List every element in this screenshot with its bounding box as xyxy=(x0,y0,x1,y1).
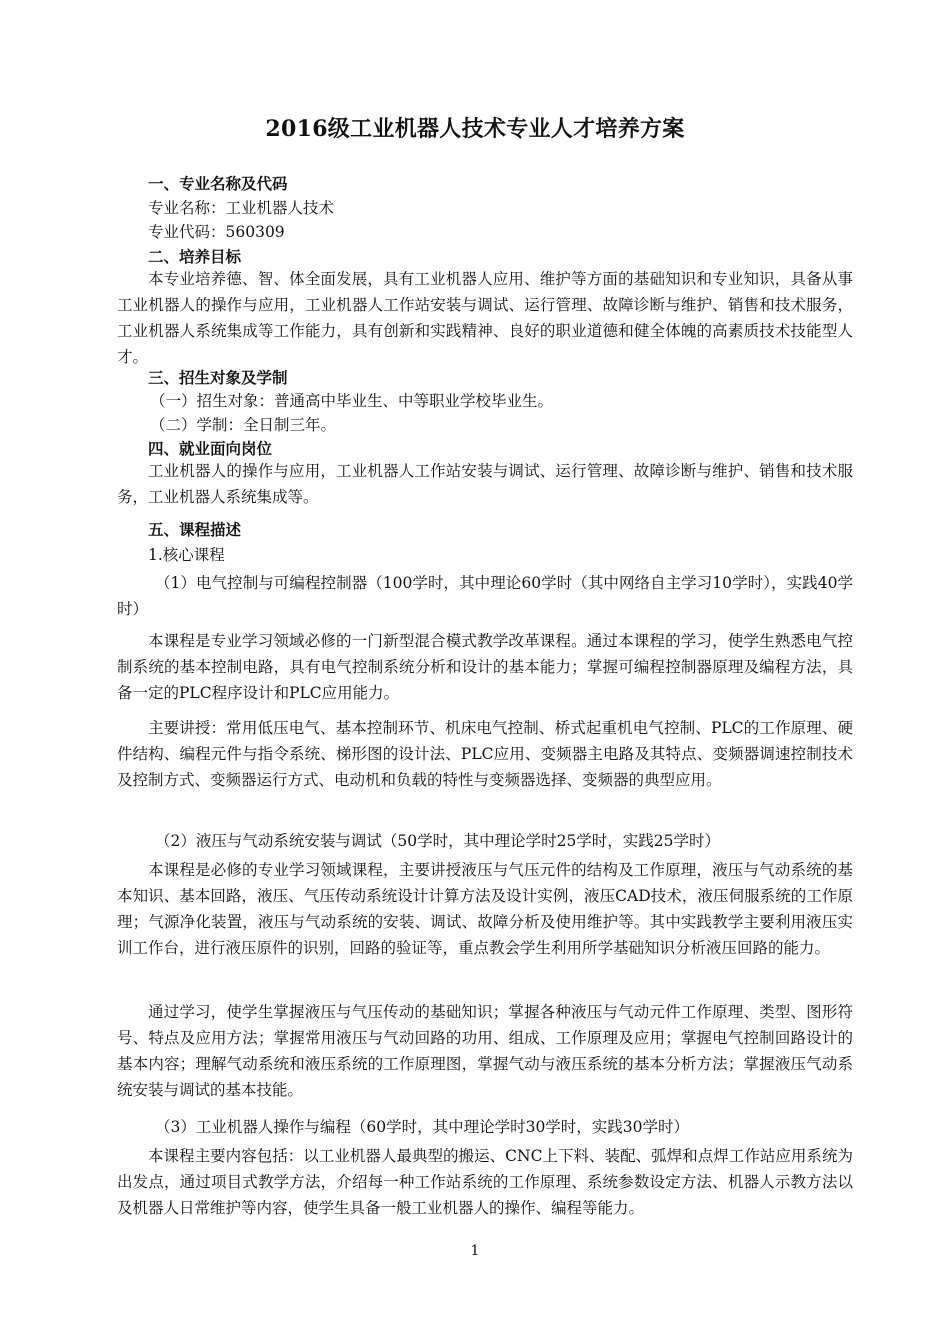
course-3-paragraph-1: 本课程主要内容包括：以工业机器人最典型的搬运、CNC上下料、装配、弧焊和点焊工作站应用系统为出发点，通过项目式教学方法，介绍每一种工作站系统的工作原理、系统参数设定方法、机器人示教方法以及机器人日常维护等内容，使学生具备一般工业机器人的操作、编程等能力。 xyxy=(117,1147,853,1217)
heading-major-name-code: 一、专业名称及代码 xyxy=(148,174,288,193)
heading-enrollment: 三、招生对象及学制 xyxy=(148,368,288,387)
training-goal-paragraph: 本专业培养德、智、体全面发展，具有工业机器人应用、维护等方面的基础知识和专业知识，具备从事工业机器人的操作与应用，工业机器人工作站安装与调试、运行管理、故障诊断与维护、销售和技术服务，工业机器人系统集成等工作能力，具有创新和实践精神、良好的职业道德和健全体魄的高素质技术技能型人才。 xyxy=(117,270,853,366)
employment-paragraph: 工业机器人的操作与应用，工业机器人工作站安装与调试、运行管理、故障诊断与维护、销售和技术服务，工业机器人系统集成等。 xyxy=(117,462,853,506)
enrollment-duration-line: （二）学制：全日制三年。 xyxy=(150,416,337,434)
major-code-line: 专业代码：560309 xyxy=(148,223,285,241)
heading-course-description: 五、课程描述 xyxy=(148,520,242,539)
course-3-title: （3）工业机器人操作与编程（60学时，其中理论学时30学时，实践30学时） xyxy=(155,1118,690,1136)
document-title: 2016级工业机器人技术专业人才培养方案 xyxy=(265,116,685,142)
heading-training-goal: 二、培养目标 xyxy=(148,247,242,266)
course-1-paragraph-1: 本课程是专业学习领域必修的一门新型混合模式教学改革课程。通过本课程的学习，使学生熟悉电气控制系统的基本控制电路，具有电气控制系统分析和设计的基本能力；掌握可编程控制器原理及编程方法，具备一定的PLC程序设计和PLC应用能力。 xyxy=(117,632,853,702)
course-1-title: （1）电气控制与可编程控制器（100学时，其中理论60学时（其中网络自主学习10学时），实践40学时） xyxy=(117,574,853,618)
course-2-paragraph-1: 本课程是必修的专业学习领域课程，主要讲授液压与气压元件的结构及工作原理，液压与气动系统的基本知识、基本回路，液压、气压传动系统设计计算方法及设计实例，液压CAD技术，液压伺服系统的工作原理；气源净化装置，液压与气动系统的安装、调试、故障分析及使用维护等。其中实践教学主要利用液压实训工作台，进行液压原件的识别，回路的验证等，重点教会学生利用所学基础知识分析液压回路的能力。 xyxy=(117,861,853,957)
course-2-paragraph-2: 通过学习，使学生掌握液压与气压传动的基础知识；掌握各种液压与气动元件工作原理、类型、图形符号、特点及应用方法；掌握常用液压与气动回路的功用、组成、工作原理及应用；掌握电气控制回路设计的基本内容；理解气动系统和液压系统的工作原理图，掌握气动与液压系统的基本分析方法；掌握液压气动系统安装与调试的基本技能。 xyxy=(117,1003,853,1099)
enrollment-target-line: （一）招生对象：普通高中毕业生、中等职业学校毕业生。 xyxy=(150,392,554,410)
heading-employment: 四、就业面向岗位 xyxy=(148,439,273,458)
major-name-line: 专业名称：工业机器人技术 xyxy=(148,199,335,217)
page-number: 1 xyxy=(470,1243,480,1259)
core-courses-label: 1.核心课程 xyxy=(148,546,225,564)
course-1-paragraph-2: 主要讲授：常用低压电气、基本控制环节、机床电气控制、桥式起重机电气控制、PLC的工作原理、硬件结构、编程元件与指令系统、梯形图的设计法、PLC应用、变频器主电路及其特点、变频器调速控制技术及控制方式、变频器运行方式、电动机和负载的特性与变频器选择、变频器的典型应用。 xyxy=(117,719,853,789)
course-2-title: （2）液压与气动系统安装与调试（50学时，其中理论学时25学时，实践25学时） xyxy=(155,832,721,850)
